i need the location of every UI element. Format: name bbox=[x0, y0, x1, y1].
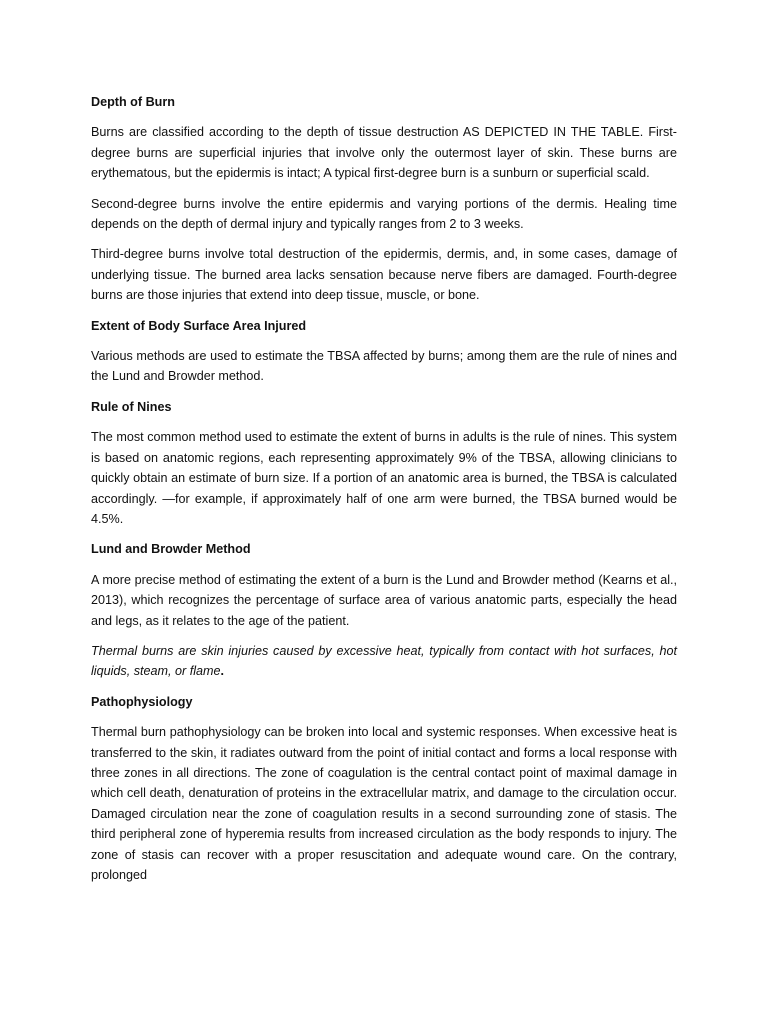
paragraph-depth-2: Second-degree burns involve the entire epidermis and varying portions of the dermis. Healing time depends on the depth of dermal injury and typically ranges from 2 to 3 weeks. bbox=[91, 196, 677, 232]
thermal-italic-text: Thermal burns are skin injuries caused by excessive heat, typically from contact with hot surfaces, hot liquids, steam, or flame bbox=[91, 643, 677, 679]
heading-lund-browder: Lund and Browder Method bbox=[91, 542, 251, 557]
paragraph-patho-1: Thermal burn pathophysiology can be broken into local and systemic responses. When excessive heat is transferred to the skin, it radiates outward from the point of initial contact and forms a local response with three zones in all directions. The zone of coagulation is the central contact point of maximal damage in which cell death, denaturation of proteins in the extracellular matrix, and damage to the circulation occur. Damaged circulation near the zone of coagulation results in a second surrounding zone of stasis. The third peripheral zone of hyperemia results from increased circulation as the body responds to injury. The zone of stasis can recover with a proper resuscitation and adequate wound care. On the contrary, prolonged bbox=[91, 725, 677, 882]
thermal-italic-period: . bbox=[220, 664, 224, 679]
paragraph-depth-1: Burns are classified according to the depth of tissue destruction AS DEPICTED IN THE TABLE. First-degree burns are superficial injuries that involve only the outermost layer of skin. These burns are erythematous, but the epidermis is intact; A typical first-degree burn is a sunburn or superficial scald. bbox=[91, 125, 677, 181]
heading-rule-of-nines: Rule of Nines bbox=[91, 399, 172, 414]
paragraph-rule-1: The most common method used to estimate the extent of burns in adults is the rule of nines. This system is based on anatomic regions, each representing approximately 9% of the TBSA, allowing clinicians to quickly obtain an estimate of burn size. If a portion of an anatomic area is burned, the TBSA is calculated accordingly. —for example, if approximately half of one arm were burned, the TBSA burned would be 4.5%. bbox=[91, 430, 677, 526]
heading-depth-of-burn: Depth of Burn bbox=[91, 95, 175, 109]
paragraph-depth-3: Third-degree burns involve total destruction of the epidermis, dermis, and, in some cases, damage of underlying tissue. The burned area lacks sensation because nerve fibers are damaged. Fourth-degree burns are those injuries that extend into deep tissue, muscle, or bone. bbox=[91, 247, 677, 303]
document-page bbox=[91, 92, 677, 895]
heading-pathophysiology: Pathophysiology bbox=[91, 694, 193, 709]
paragraph-lund-1: A more precise method of estimating the extent of a burn is the Lund and Browder method (Kearns et al., 2013), which recognizes the percentage of surface area of various anatomic parts, especially the head and legs, as it relates to the age of the patient. bbox=[91, 572, 677, 628]
paragraph-thermal-italic bbox=[91, 641, 677, 682]
paragraph-extent-1: Various methods are used to estimate the TBSA affected by burns; among them are the rule of nines and the Lund and Browder method. bbox=[91, 349, 677, 384]
heading-extent: Extent of Body Surface Area Injured bbox=[91, 318, 307, 333]
